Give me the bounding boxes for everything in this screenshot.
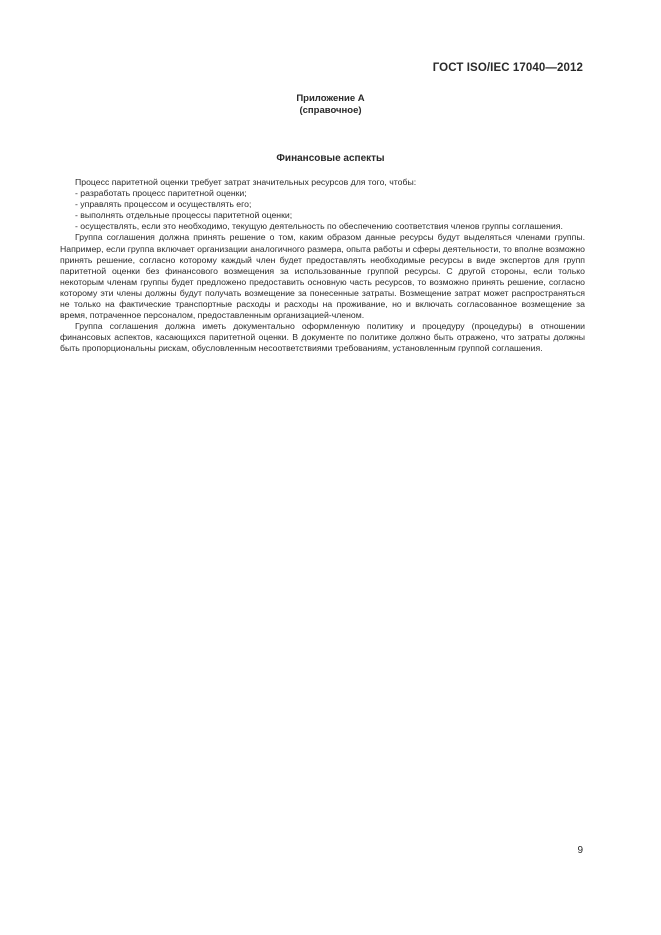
paragraph-intro: Процесс паритетной оценки требует затрат значительных ресурсов для того, чтобы:: [75, 177, 417, 187]
body-text: [60, 177, 585, 355]
paragraph-policy: Группа соглашения должна иметь документально оформленную политику и процедуру (процедуры) в отношении финансовых аспектов, касающихся паритетной оценки. В документе по политике должно быть отражено, что затраты должны быть пропорциональны рискам, обусловленным несоответствиями требованиям, установленным группой соглашения.: [60, 321, 585, 354]
appendix-title: Приложение А: [296, 93, 365, 104]
section-title: Финансовые аспекты: [276, 153, 385, 164]
standard-code: ГОСТ ISO/IEC 17040—2012: [432, 62, 583, 74]
list-item: - разработать процесс паритетной оценки;: [75, 188, 247, 199]
page-number: 9: [577, 845, 583, 856]
appendix-heading: [0, 93, 661, 117]
paragraph-resources: Группа соглашения должна принять решение о том, каким образом данные ресурсы будут выделяться членами группы. Например, если группа включает организации аналогичного размера, опыта работы и сферы деятельности, то вполне возможно принять решение, согласно которому каждый член будет предоставлять необходимые ресурсы в виде экспертов для групп паритетной оценки без финансового возмещения за использованные группой ресурсы. С другой стороны, если только некоторым членам группы будет предложено предоставить основную часть ресурсов, то возможно принять решение, согласно которому эти члены должны будут получать возмещение за понесенные затраты. Возмещение затрат может распространяться не только на фактические транспортные расходы и расходы на проживание, но и включать согласованное возмещение за время, потраченное персоналом, предоставленным организацией-членом.: [60, 232, 585, 321]
list-item: - осуществлять, если это необходимо, текущую деятельность по обеспечению соответствия членов группы соглашения.: [75, 221, 563, 232]
list-item: - выполнять отдельные процессы паритетной оценки;: [75, 210, 293, 221]
appendix-subtitle: (справочное): [299, 105, 362, 116]
list-item: - управлять процессом и осуществлять его;: [75, 199, 252, 210]
